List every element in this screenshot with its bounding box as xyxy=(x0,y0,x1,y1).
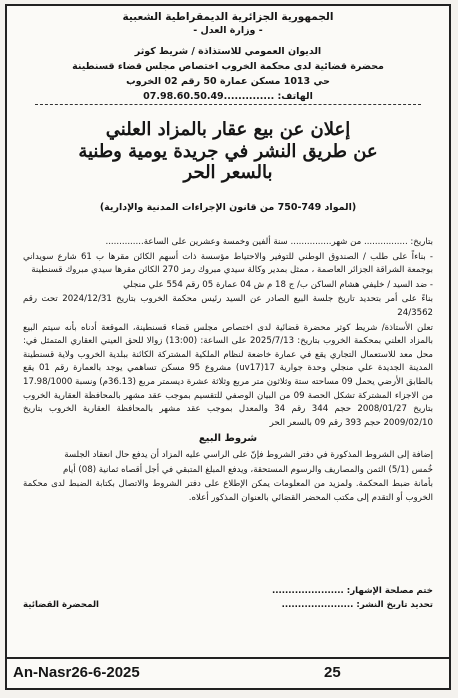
plaintiff-paragraph: - بناءاً على طلب / الصندوق الوطني للتوفير والاحتياط مؤسسة ذات أسهم الكائن مقرها ب 61 شارع سويداني بوجمعة الشراقة الجزائر العاصمة ، ممثل بمدير وكالة سيدي مبروك رمز 270 الكائن مقرها سيدي مبروك قسنطينة xyxy=(23,251,433,276)
legal-reference: (المواد 749-750 من قانون الإجراءات المدنية والإدارية) xyxy=(99,202,357,213)
bailiff-signature-label: المحضرة القضائية xyxy=(23,600,100,610)
date-line: بتاريخ: ................ من شهر............... سنة ألفين وخمسة وعشرين على الساعة.............. xyxy=(105,237,433,247)
newspaper-footer xyxy=(7,657,449,690)
office-phone: الهاتف: ..............07.98.60.50.49 xyxy=(143,91,313,102)
legal-notice-page xyxy=(5,4,451,690)
ministry-heading: - وزارة العدل - xyxy=(193,25,263,36)
page-number: 25 xyxy=(324,664,341,681)
defendant-paragraph: - ضد السيد / خليفي هشام الساكن ب/ ج 18 م ش 04 عمارة 05 رقم 554 علي منجلي xyxy=(123,279,433,290)
office-heading: الديوان العمومي للاستذاذة / شريط كوثر xyxy=(134,46,322,57)
office-address: حي 1013 مسكن عمارة 50 رقم 02 الخروب xyxy=(126,76,330,87)
condition-1: إضافة إلى الشروط المذكورة في دفتر الشروط فإنّ على الراسي عليه المزاد أن يدفع حال انعقاد الجلسة xyxy=(64,449,433,460)
condition-2: خُمس (5/1) الثمن والمصاريف والرسوم المستحقة، ويدفع المبلغ المتبقي في أجل أقصاه ثمانية (08) أيام xyxy=(62,464,433,475)
notice-body xyxy=(23,236,433,506)
court-heading: محضرة قضائية لدى محكمة الخروب اختصاص مجلس قضاء قسنطينة xyxy=(72,61,384,72)
conditions-title: شروط البيع xyxy=(198,433,258,445)
publication-name-date: An-Nasr26-6-2025 xyxy=(13,664,140,681)
court-order-paragraph: بناءً على أمر بتحديد تاريخ جلسة البيع الصادر عن السيد رئيس محكمة الخروب بتاريخ 2024/12/31 تحت رقم 24/3562 xyxy=(23,294,433,318)
publication-date-field: تحديد تاريخ النشر: ...................... xyxy=(281,600,433,610)
notice-title-line-1: إعلان عن بيع عقار بالمزاد العلني xyxy=(105,119,351,140)
condition-3: بأمانة ضبط المحكمة. ولمزيد من المعلومات يمكن الإطلاع على دفتر الشروط والاتصال بكتابة الضبط لدى محكمة الخروب أو التقدم إلى مكتب المحضر القضائي بالعنوان المذكور أعلاه. xyxy=(23,479,433,503)
header-divider xyxy=(35,104,421,105)
republic-heading: الجمهورية الجزائرية الديمقراطية الشعبية xyxy=(122,11,334,23)
property-description: تعلن الأستاذة/ شريط كوثر محضرة قضائية لدى اختصاص مجلس قضاء قسنطينة، الموقعة أدناه بأنه سيتم البيع بالمزاد العلني بمحكمة الخروب بتاريخ: 2025/7/13 على الساعة: (13:00) زوالا للحق العيني العقاري المتمثل في: محل معد للاستعمال التجاري يقع في عمارة خاضعة لنظام الملكية المشتركة الكائنة ببلدية الخروب ولاية قسنطينة المدينة الجديدة علي منجلي وحدة جوارية 17(uv17) مشروع 95 مسكن تساهمي يوجد بالعمارة رقم 01 يقع بالطابق الأرضي يحمل 09 مساحته ستة وثلاثون متر مربع وثلاثة عشرة ديسمتر مربع (36.13م) ونسبة 17.98/1000 من الاجزاء المشتركة تشكل الحصة 09 من البيان الوصفي للتقسيم بموجب عقد مشهر بالمحافظة العقارية الخروب بتاريخ 2008/01/27 حجم 344 رقم 34 والمعدل بموجب عقد مشهر بالمحافظة العقارية الخروب بتاريخ 2009/02/10 حجم 393 رقم 09 بالسعر الحر xyxy=(23,322,434,428)
publicity-stamp-field: ختم مصلحة الإشهار: ...................... xyxy=(271,586,433,596)
notice-title-line-2: عن طريق النشر في جريدة يومية وطنية xyxy=(78,141,378,162)
notice-title-line-3: بالسعر الحر xyxy=(183,162,273,183)
